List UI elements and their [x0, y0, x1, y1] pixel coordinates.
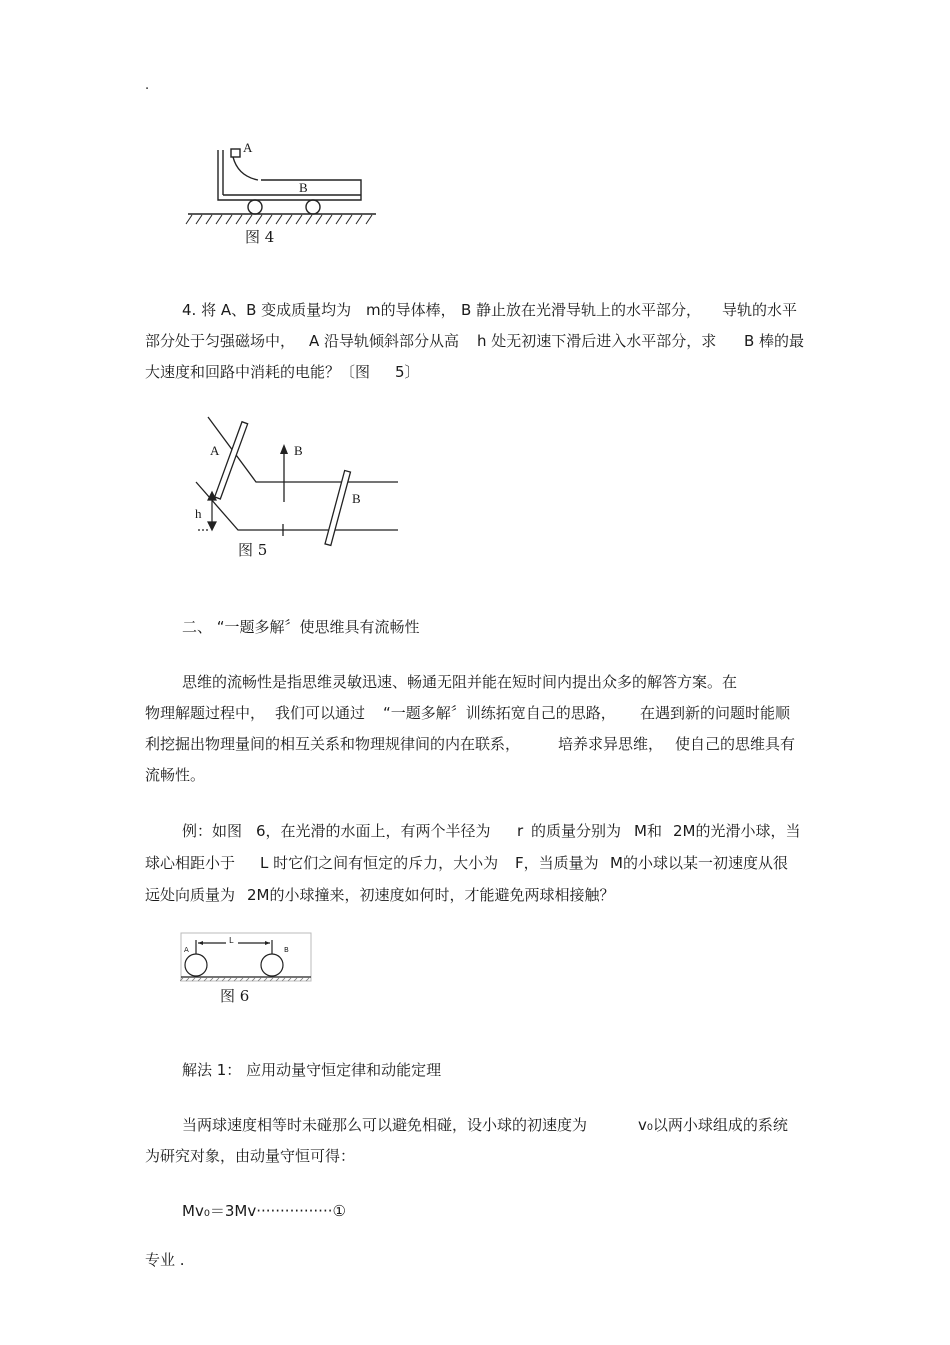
figure-5-label-rod-b: B — [352, 491, 361, 506]
solution-1-line-2: 为研究对象，由动量守恒可得： — [145, 1147, 356, 1165]
solution-1-heading: 解法 1： 应用动量守恒定律和动能定理 — [182, 1061, 442, 1079]
example-line-3: 远处向质量为 2M的小球撞来，初速度如何时，才能避免两球相接触？ — [145, 886, 615, 904]
figure-6-label-b: B — [284, 946, 289, 954]
figure-4-drawing — [178, 140, 383, 250]
example-line-2: 球心相距小于 L 时它们之间有恒定的斥力，大小为 F，当质量为 M的小球以某一初速度从很 — [145, 854, 788, 872]
fluency-line-4: 流畅性。 — [145, 766, 206, 784]
fluency-line-3: 利挖掘出物理量间的相互关系和物理规律间的内在联系， 培养求异思维， 使自己的思维具有 — [145, 735, 796, 753]
figure-4-caption: 图 4 — [245, 228, 275, 246]
problem-4-line-3: 大速度和回路中消耗的电能？〔图 5〕 — [145, 363, 420, 381]
figure-6-caption: 图 6 — [220, 987, 250, 1005]
problem-4-line-2: 部分处于匀强磁场中， A 沿导轨倾斜部分从高 h 处无初速下滑后进入水平部分，求 B 棒的最 — [145, 332, 805, 350]
figure-4-label-a: A — [243, 140, 253, 155]
figure-5 — [188, 412, 403, 562]
figure-6-label-a: A — [184, 946, 189, 954]
momentum-equation: Mv₀＝3Mv················① — [182, 1202, 346, 1220]
figure-5-drawing — [188, 412, 403, 562]
fluency-line-1: 思维的流畅性是指思维灵敏迅速、畅通无阻并能在短时间内提出众多的解答方案。在 — [182, 673, 738, 691]
solution-1-line-1: 当两球速度相等时未碰那么可以避免相碰，设小球的初速度为 v₀以两小球组成的系统 — [182, 1116, 788, 1134]
page-top-mark: . — [145, 78, 150, 93]
figure-6-label-l: L — [229, 936, 234, 945]
fluency-line-2: 物理解题过程中， 我们可以通过 “一题多解〞训练拓宽自己的思路， 在遇到新的问题时能顺 — [145, 704, 791, 722]
figure-6 — [180, 932, 312, 1007]
figure-5-label-a: A — [210, 443, 220, 458]
section-2-heading: 二、 “一题多解〞使思维具有流畅性 — [182, 618, 420, 636]
example-line-1: 例：如图 6，在光滑的水面上，有两个半径为 r 的质量分别为 M和 2M的光滑小球，当 — [182, 822, 801, 840]
problem-4-line-1: 4. 将 A、B 变成质量均为 m的导体棒， B 静止放在光滑导轨上的水平部分， 导轨的水平 — [182, 301, 798, 319]
figure-4-label-b: B — [299, 180, 308, 195]
figure-5-label-field-b: B — [294, 443, 303, 458]
figure-5-caption: 图 5 — [238, 541, 268, 559]
page-footer: 专业 . — [145, 1251, 185, 1269]
figure-5-label-h: h — [195, 506, 202, 521]
figure-4 — [178, 140, 383, 250]
